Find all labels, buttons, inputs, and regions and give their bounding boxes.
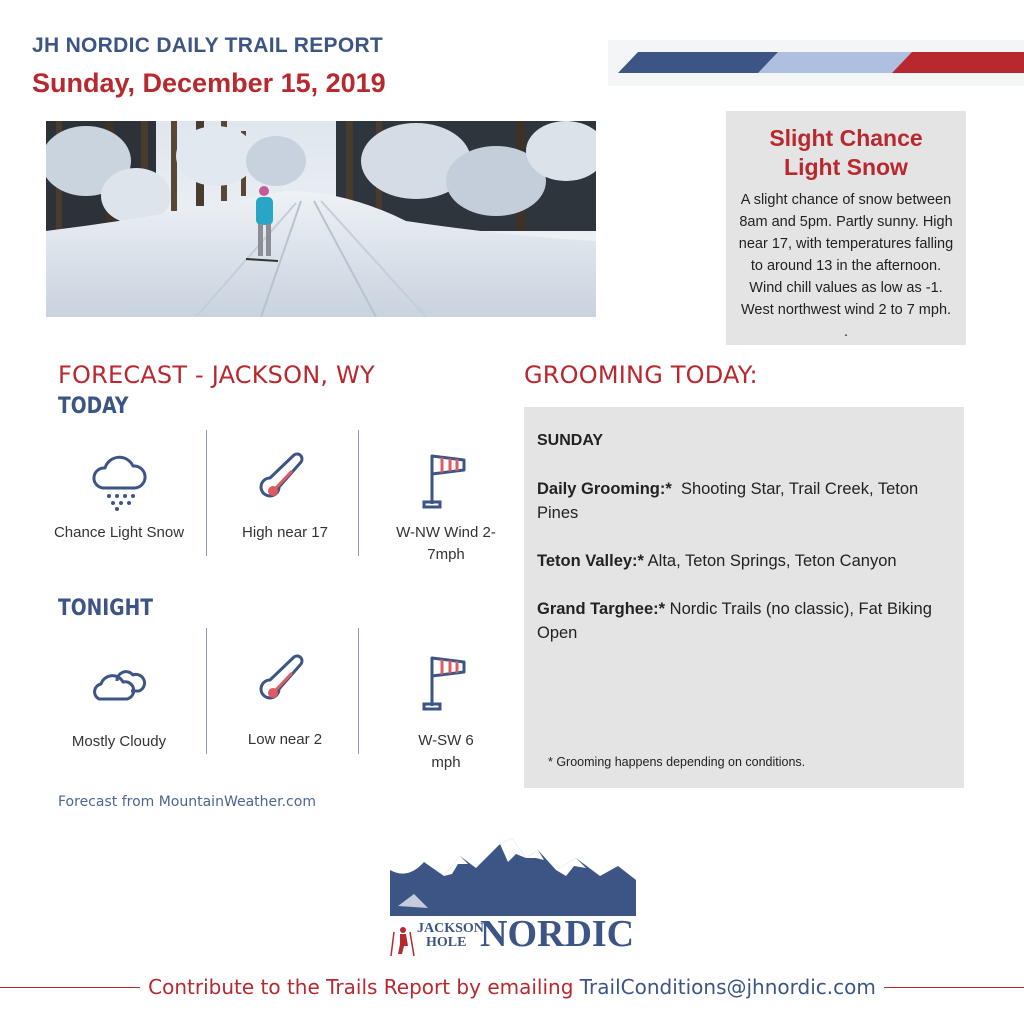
windsock-icon (414, 448, 478, 512)
today-wind-label (371, 522, 521, 566)
today-wind (371, 448, 521, 566)
grooming-box (524, 407, 964, 788)
grooming-item-label: Grand Targhee:* (537, 600, 666, 618)
tonight-wind (371, 650, 521, 774)
tonight-heading: TONIGHT (58, 596, 154, 621)
grooming-content (537, 429, 957, 645)
divider (358, 430, 359, 556)
today-conditions-label: Chance Light Snow (53, 524, 185, 541)
grooming-heading: GROOMING TODAY: (524, 361, 758, 389)
weather-headline (726, 124, 966, 182)
grooming-item (537, 597, 957, 645)
weather-summary-text: A slight chance of snow between 8am and 5pm. Partly sunny. High near 17, with temperatures falling to around 13 in the afternoon. Wind chill values as low as -1. West northwest wind 2 to 7 mph. . (738, 192, 954, 340)
tonight-wind-label (371, 730, 521, 774)
tonight-temp (210, 650, 360, 751)
grooming-item (537, 477, 957, 525)
divider (358, 628, 359, 754)
decorative-stripes (608, 40, 1024, 86)
logo-word-jackson: JACKSON (417, 921, 484, 936)
tonight-conditions (44, 653, 194, 753)
grooming-item-value: Alta, Teton Springs, Teton Canyon (647, 552, 897, 570)
report-title: JH NORDIC DAILY TRAIL REPORT (32, 34, 384, 57)
windsock-icon (414, 650, 478, 714)
forecast-heading: FORECAST - JACKSON, WY (58, 361, 375, 389)
footer-email-link[interactable]: TrailConditions@jhnordic.com (579, 975, 876, 999)
tonight-temp-label: Low near 2 (247, 731, 323, 748)
today-heading: TODAY (58, 394, 129, 419)
today-temp-label: High near 17 (242, 524, 328, 541)
skier-figure-icon (391, 927, 414, 956)
weather-summary-box (726, 111, 966, 345)
footer (0, 975, 1024, 999)
grooming-item (537, 549, 957, 573)
jackson-hole-nordic-logo (388, 836, 638, 960)
grooming-day: SUNDAY (537, 432, 604, 449)
today-conditions (44, 448, 194, 544)
snow-cloud-icon (87, 448, 151, 512)
grooming-item-label: Teton Valley:* (537, 552, 644, 570)
logo-word-hole: HOLE (426, 935, 467, 950)
footer-text: Contribute to the Trails Report by emailing (148, 975, 574, 999)
report-date: Sunday, December 15, 2019 (32, 68, 386, 98)
tonight-wind-text: W-SW 6 mph (418, 732, 474, 771)
trail-photo (46, 121, 596, 317)
grooming-note: * Grooming happens depending on conditions. (548, 755, 806, 769)
weather-headline-line1: Slight Chance (769, 125, 923, 151)
logo-wordmark: NORDIC (480, 913, 635, 955)
thermometer-icon (253, 650, 317, 714)
grooming-item-value: Nordic Trails (no classic), Fat Biking Open (537, 600, 932, 642)
tonight-conditions-label: Mostly Cloudy (71, 733, 167, 750)
weather-headline-line2: Light Snow (784, 154, 908, 180)
grooming-item-value: Shooting Star, Trail Creek, Teton Pines (537, 480, 919, 522)
divider (206, 628, 207, 754)
today-temp (210, 448, 360, 544)
cloudy-icon (87, 653, 151, 717)
thermometer-icon (253, 448, 317, 512)
today-wind-text: W-NW Wind 2-7mph (396, 524, 496, 563)
grooming-item-label: Daily Grooming:* (537, 480, 672, 498)
forecast-source: Forecast from MountainWeather.com (58, 794, 316, 810)
divider (206, 430, 207, 556)
